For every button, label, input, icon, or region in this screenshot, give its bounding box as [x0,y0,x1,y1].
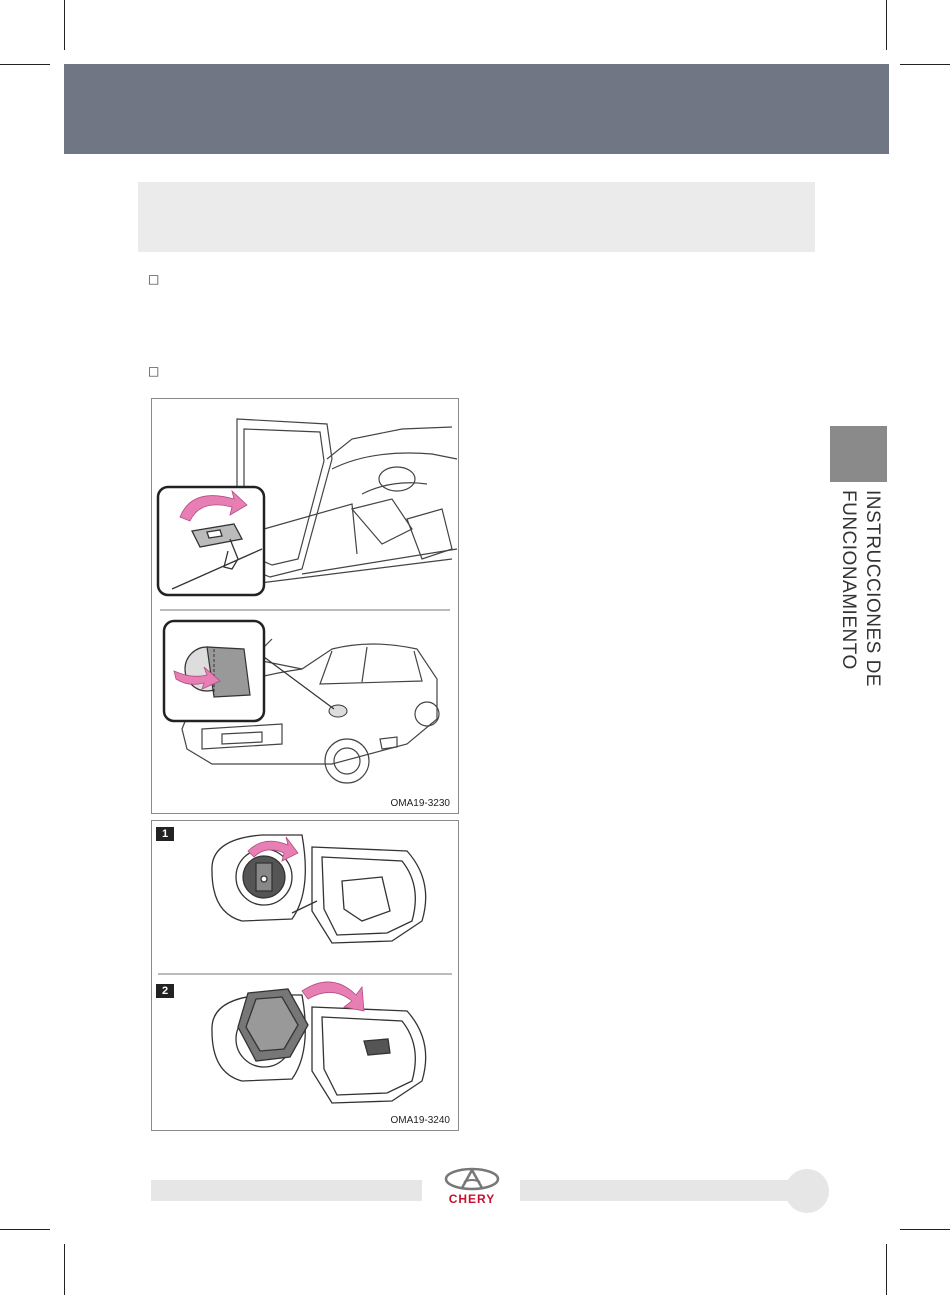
crop-mark [0,1229,50,1230]
chapter-label-line2: FUNCIONAMIENTO [838,490,859,670]
chapter-tab [830,426,887,482]
bullet-marker: □ [148,364,160,378]
illustration-fuel-door-opener [152,399,458,813]
page-number-badge [785,1169,829,1213]
brand-logo [432,1166,512,1210]
figure-fuel-cap-steps [151,820,459,1131]
chapter-label-line1: INSTRUCCIONES DE [862,490,883,687]
figure-code: OMA19-3240 [390,1115,450,1126]
illustration-fuel-cap-removal [152,821,458,1130]
bullet-marker: □ [148,272,160,286]
header-band [64,64,889,154]
footer-bar-left [151,1180,422,1201]
step-number: 2 [156,984,174,998]
chery-emblem-icon [432,1166,512,1192]
step-number: 1 [156,827,174,841]
crop-mark [900,64,950,65]
chapter-label [836,490,884,687]
section-title-box [138,182,815,252]
figure-code: OMA19-3230 [390,798,450,809]
crop-mark [886,1244,887,1295]
figure-fuel-door-opener [151,398,459,814]
footer-bar-right [520,1180,810,1201]
crop-mark [900,1229,950,1230]
crop-mark [64,1244,65,1295]
crop-mark [886,0,887,50]
crop-mark [0,64,50,65]
brand-name: CHERY [448,1192,496,1206]
crop-mark [64,0,65,50]
